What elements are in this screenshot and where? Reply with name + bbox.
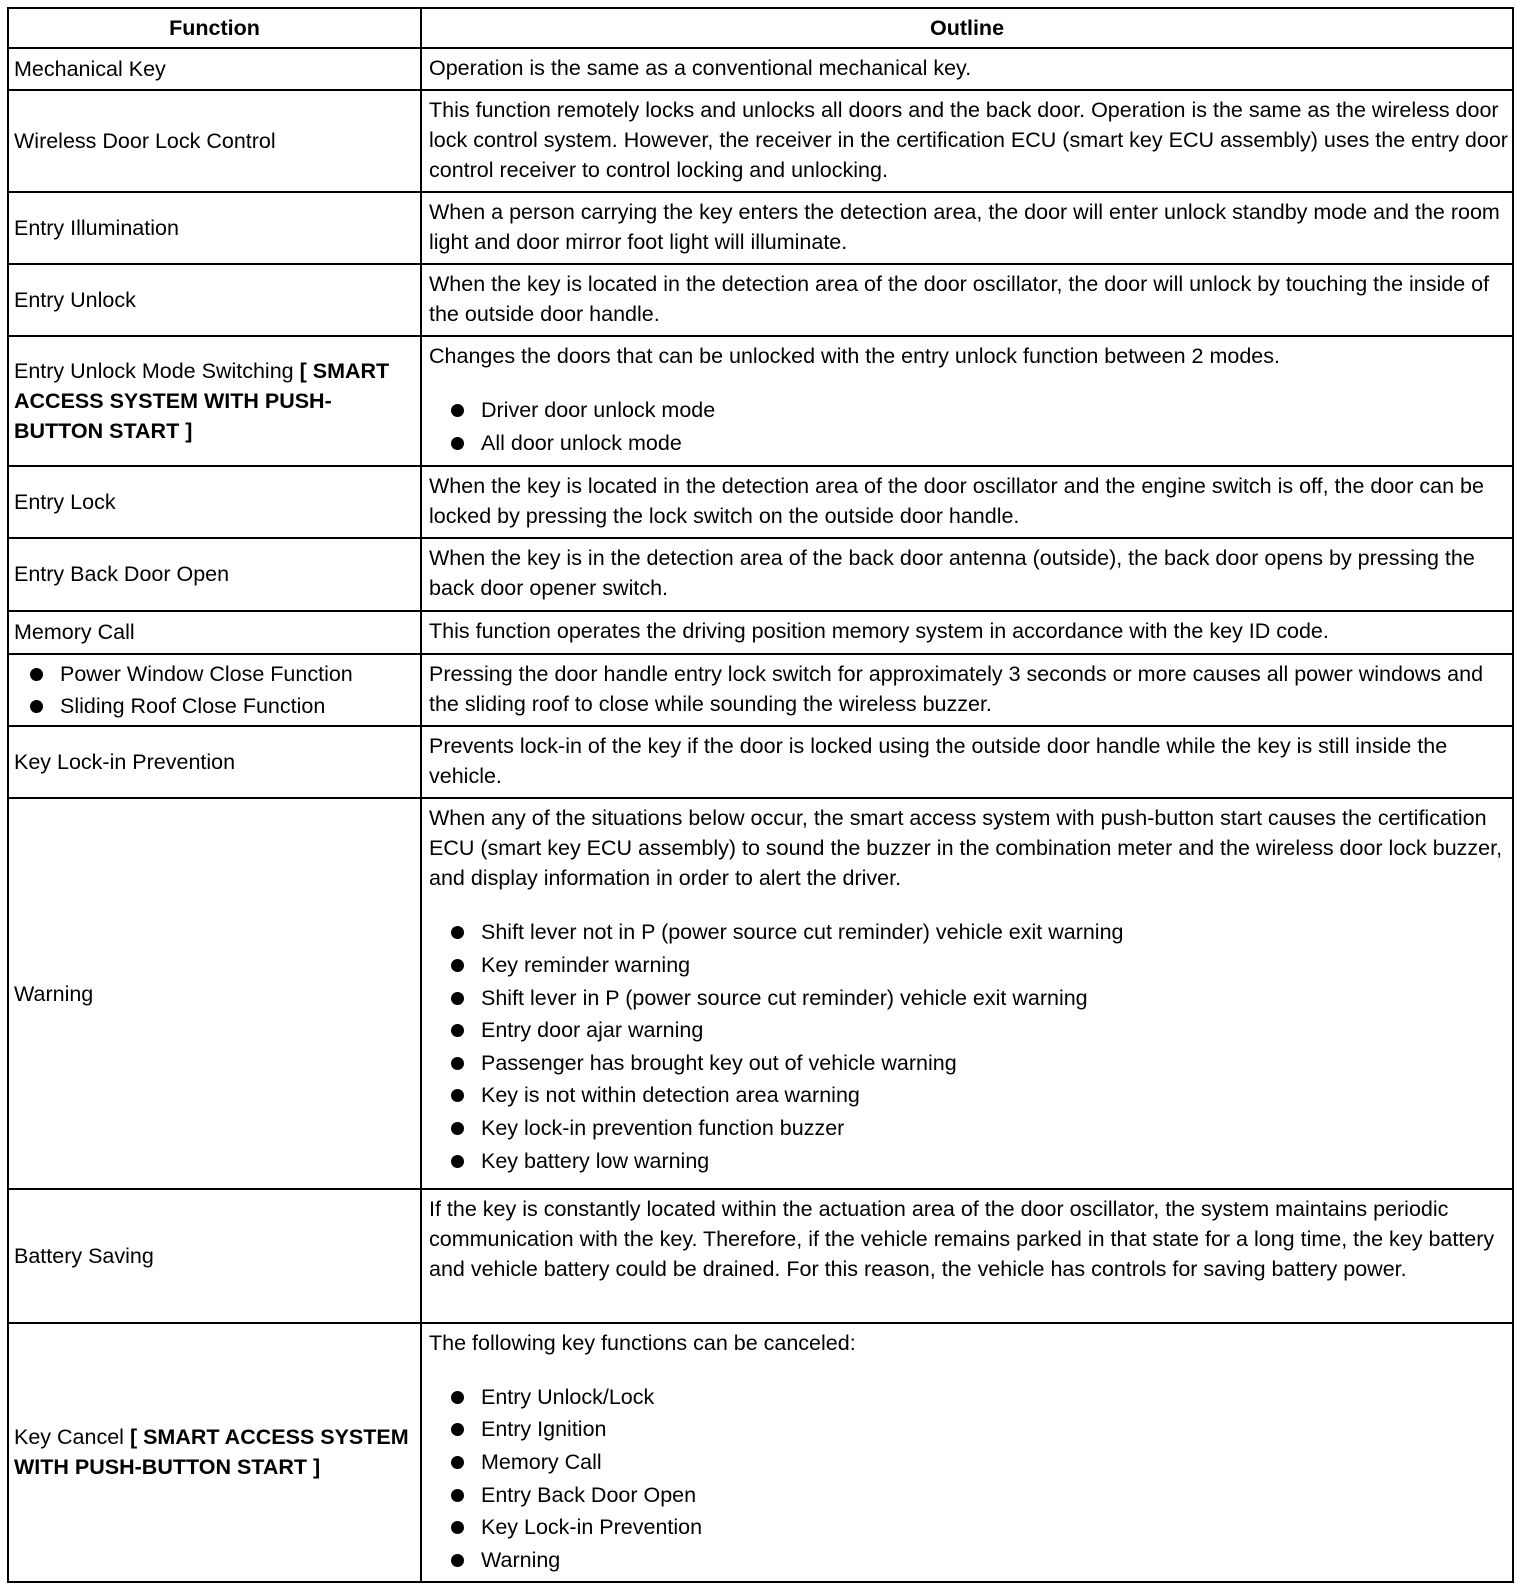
- outline-cell: When the key is in the detection area of the back door antenna (outside), the back door opens by pressing the back door opener switch.: [421, 538, 1513, 610]
- outline-cell: This function remotely locks and unlocks all doors and the back door. Operation is the same as the wireless door lock control system. However, the receiver in the certification ECU (smart key ECU assembly) uses the entry door control receiver to control locking and unlocking.: [421, 90, 1513, 191]
- outline-bullet-list: [429, 1381, 1508, 1577]
- function-cell: [8, 1323, 421, 1582]
- outline-cell: When the key is located in the detection area of the door oscillator and the engine switch is off, the door can be locked by pressing the lock switch on the outside door handle.: [421, 466, 1513, 538]
- outline-cell: This function operates the driving position memory system in accordance with the key ID code.: [421, 611, 1513, 654]
- outline-bullet-list: [429, 916, 1508, 1177]
- list-item: Memory Call: [451, 1446, 1508, 1479]
- table-row: [8, 611, 1513, 654]
- function-cell: Entry Illumination: [8, 192, 421, 264]
- header-function: Function: [8, 8, 421, 48]
- table-row: [8, 538, 1513, 610]
- table-row: [8, 466, 1513, 538]
- outline-cell: If the key is constantly located within the actuation area of the door oscillator, the system maintains periodic communication with the key. Therefore, if the vehicle remains parked in that state for a long time, the key battery and vehicle battery could be drained. For this reason, the vehicle has controls for saving battery power.: [421, 1189, 1513, 1323]
- outline-text: The following key functions can be canceled:: [429, 1330, 856, 1355]
- list-item: Shift lever in P (power source cut reminder) vehicle exit warning: [451, 982, 1508, 1015]
- outline-cell: [421, 1323, 1513, 1582]
- function-cell: Entry Back Door Open: [8, 538, 421, 610]
- outline-cell: Pressing the door handle entry lock switch for approximately 3 seconds or more causes all power windows and the sliding roof to close while sounding the wireless buzzer.: [421, 654, 1513, 726]
- function-bullet-list: [14, 658, 415, 722]
- table-row: [8, 90, 1513, 191]
- function-cell: Entry Unlock: [8, 264, 421, 336]
- function-text: Entry Unlock Mode Switching: [14, 359, 294, 384]
- function-cell: Entry Lock: [8, 466, 421, 538]
- outline-text: Changes the doors that can be unlocked with the entry unlock function between 2 modes.: [429, 344, 1280, 369]
- list-item: Key battery low warning: [451, 1145, 1508, 1178]
- function-cell: [8, 336, 421, 466]
- table-row: [8, 1323, 1513, 1582]
- list-item: Entry door ajar warning: [451, 1014, 1508, 1047]
- function-cell: Memory Call: [8, 611, 421, 654]
- outline-cell: [421, 336, 1513, 466]
- table-row: [8, 48, 1513, 90]
- function-cell: Mechanical Key: [8, 48, 421, 90]
- function-cell: [8, 654, 421, 726]
- outline-cell: [421, 798, 1513, 1189]
- outline-bullet-list: [429, 394, 1508, 459]
- function-text: Key Cancel: [14, 1425, 124, 1450]
- table-row: [8, 798, 1513, 1189]
- table-row: [8, 264, 1513, 336]
- outline-text: When any of the situations below occur, the smart access system with push-button start causes the certification ECU (smart key ECU assembly) to sound the buzzer in the combination meter and the wireless door lock buzzer, and display information in order to alert the driver.: [429, 806, 1503, 891]
- list-item: Driver door unlock mode: [451, 394, 1508, 427]
- list-item: Entry Unlock/Lock: [451, 1381, 1508, 1414]
- list-item: Key Lock-in Prevention: [451, 1511, 1508, 1544]
- list-item: Entry Back Door Open: [451, 1479, 1508, 1512]
- function-cell: Battery Saving: [8, 1189, 421, 1323]
- table-row: [8, 726, 1513, 798]
- list-item: Passenger has brought key out of vehicle warning: [451, 1047, 1508, 1080]
- outline-cell: Operation is the same as a conventional mechanical key.: [421, 48, 1513, 90]
- list-item: Entry Ignition: [451, 1413, 1508, 1446]
- list-item: Sliding Roof Close Function: [30, 690, 415, 722]
- list-item: Power Window Close Function: [30, 658, 415, 690]
- list-item: Key is not within detection area warning: [451, 1079, 1508, 1112]
- function-system-note: [ SMART ACCESS SYSTEM WITH PUSH-BUTTON START ]: [14, 359, 390, 444]
- list-item: Shift lever not in P (power source cut reminder) vehicle exit warning: [451, 916, 1508, 949]
- list-item: All door unlock mode: [451, 427, 1508, 460]
- list-item: Key lock-in prevention function buzzer: [451, 1112, 1508, 1145]
- outline-cell: When the key is located in the detection area of the door oscillator, the door will unlock by touching the inside of the outside door handle.: [421, 264, 1513, 336]
- table-row: [8, 1189, 1513, 1323]
- function-cell: Warning: [8, 798, 421, 1189]
- function-outline-table: [7, 7, 1514, 1583]
- function-cell: Wireless Door Lock Control: [8, 90, 421, 191]
- table-row: [8, 192, 1513, 264]
- table-header-row: [8, 8, 1513, 48]
- table-row: [8, 654, 1513, 726]
- header-outline: Outline: [421, 8, 1513, 48]
- function-system-note: [ SMART ACCESS SYSTEM WITH PUSH-BUTTON START ]: [14, 1425, 409, 1480]
- outline-cell: Prevents lock-in of the key if the door is locked using the outside door handle while the key is still inside the vehicle.: [421, 726, 1513, 798]
- outline-cell: When a person carrying the key enters the detection area, the door will enter unlock standby mode and the room light and door mirror foot light will illuminate.: [421, 192, 1513, 264]
- table-row: [8, 336, 1513, 466]
- list-item: Key reminder warning: [451, 949, 1508, 982]
- list-item: Warning: [451, 1544, 1508, 1577]
- function-cell: Key Lock-in Prevention: [8, 726, 421, 798]
